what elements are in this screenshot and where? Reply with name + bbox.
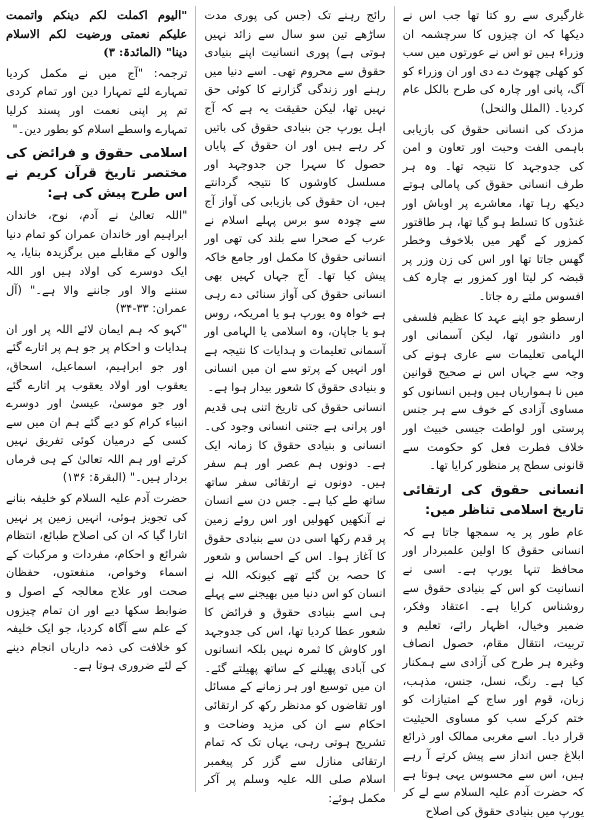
paragraph: ترجمہ: "آج میں نے مکمل کردیا تمہارے لئے تمہارا دین اور تمام کردی تم پر اپنی نعمت اور پسند کرلیا تمہارے واسطے اسلام کو بطور دین۔" bbox=[6, 65, 188, 136]
quran-verse: "الیوم اکملت لکم دینکم واتممت علیکم نعمتی ورضیت لکم الاسلام دینا" (المائدۃ: ۳) bbox=[6, 8, 188, 60]
paragraph: عام طور پر یہ سمجھا جاتا ہے کہ انسانی حقوق کا اولین علمبردار اور محافظ تنہا یورپ ہے۔ اسی نے انسانیت کو اس کے بنیادی حقوق سے روشناس کرایا ہے۔ اعتقاد وفکر، ضمیر وخیال، اظہار رائے، تعلیم و تربیت، انتقال مقام، حصول انصاف وغیرہ ہر طرح کی آزادی سے ہمکنار کیا ہے۔ رنگ، نسل، جنس، مذہب، زبان، قوم اور ساج کے امتیازات کو ختم کرکے سب کو مساوی الحیثیت قرار دیا۔ اسے مغربی ممالک اور ذرائع ابلاغ جس انداز سے پیش کرتے آ رہے ہیں، اس سے محسوس یہی ہوتا ہے کہ حضرت آدم علیہ السلام سے لے کر یورپ میں بنیادی حقوق کی اصلاح bbox=[402, 524, 584, 818]
section-heading: انسانی حقوق کی ارتقائی تاریخ اسلامی تناظر میں: bbox=[402, 482, 584, 518]
paragraph: غارگیری سے رو کتا تھا جب اس نے دیکھا کہ ان چیزوں کا سرچشمہ ان وزراء ہیں تو اس نے عورتوں میں سب کو کھلی چھوٹ دے دی اور ان وزراء کو آگ، پانی اور چارہ کی طرح بالکل عام کردیا۔ (الملل والنحل) bbox=[402, 8, 584, 115]
paragraph: انسانی حقوق کی تاریخ اتنی ہی قدیم اور پرانی ہے جتنی انسانی وجود کی۔ انسانی و بنیادی حقوق کا زمانہ ایک ہے۔ دونوں ہم عصر اور ہم سفر ہیں۔ دونوں نے ارتقائی سفر ساتھ ساتھ طے کیا ہے۔ جس دن سے انسان نے آنکھیں کھولیں اور اس روئے زمین پر قدم رکھا اسی دن سے بنیادی حقوق کا آغاز ہوا۔ اس کے احساس و شعور کا حصہ بن گئے تھے کیونکہ اللہ نے انسان کو اس دنیا میں بھیجنے سے پہلے ہی اسے بنیادی حقوق و فرائض کا شعور عطا کردیا تھا، اس کی جدوجہد اور کاوش کا ثمرہ نہیں بلکہ انسانوں کی آبادی پھیلنے کے ساتھ پھیلتے گئے۔ ان میں توسیع اور ہر زمانے کے مسائل اور تقاضوں کو مدنظر رکھ کر ارتقائی احکام سے ان کی مزید وضاحت و تشریح ہوتی رہی، یہاں تک کہ تمام ارتقائی منازل سے گزر کر پیغمبر اسلام صلی اللہ علیہ وسلم پر آکر مکمل ہوئے: bbox=[204, 400, 386, 805]
text-column-right bbox=[402, 6, 584, 818]
text-column-left bbox=[6, 6, 187, 792]
paragraph: "اللہ تعالیٰ نے آدم، نوح، خاندان ابراہیم اور خاندان عمران کو تمام دنیا والوں کے مقابلے میں برگزیدہ بنایا، یہ ایک دوسرے کی اولاد ہیں اور اللہ سننے والا اور جاننے والا ہے۔" (آل عمران: ۳۳-۳۴) bbox=[6, 208, 188, 316]
text-column-middle bbox=[204, 6, 386, 805]
paragraph: حضرت آدم علیہ السلام کو خلیفہ بنانے کی تجویز ہوئی، انہیں زمین پر نہیں اتارا گیا کہ ان کی اصلاح طبائع، انتظام شرائع و احکام، مفردات و مرکبات کے اسماء وخواص، منفعتوں، حفظان صحت اور علاج معالجہ کے اصول و ضوابط سکھا دیے اور ان تمام چیزوں کے علم سے آگاہ کردیا، جو ایک خلیفہ کو خلافت کی ذمہ داریاں انجام دینے کے لئے ضروری ہوتا ہے۔ bbox=[6, 491, 188, 673]
column-divider bbox=[195, 6, 196, 792]
paragraph: "کہو کہ ہم ایمان لائے اللہ پر اور ان ہدایات و احکام پر جو ہم پر اتارے گئے اور جو ابراہیم، اسماعیل، اسحاق، یعقوب اور اولاد یعقوب پر اتارے گئے اور جو موسیٰ، عیسیٰ اور دوسرے انبیاء کرام کو دیے گئے ہم ان میں سے کسی کے درمیان کوئی تفریق نہیں کرتے اور ہم اللہ تعالیٰ کے ہی فرماں بردار ہیں۔" (البقرۃ: ۱۳۶) bbox=[6, 321, 188, 485]
paragraph: مزدک کی انسانی حقوق کی بازیابی باہمی الفت وحبت اور تعاون و امن کی جدوجہد کا نتیجہ تھا۔ وہ ہر طرف انسانی حقوق کی پامالی ہوتے دیکھ رہا تھا، معاشرے پر اوباش اور غنڈوں کا تسلط ہو گیا تھا، ہر طاقتور کمزور کے گھر میں بلاخوف وخطر گھس جاتا تھا اور اس کی زن وزر پر قبضہ کر لیتا اور کمزور بے چارہ کف افسوس ملتے رہ جاتا۔ bbox=[402, 121, 584, 303]
section-heading: اسلامی حقوق و فرائض کی مختصر تاریخ قرآن کریم نے اس طرح پیش کی ہے: bbox=[6, 146, 188, 202]
column-divider bbox=[394, 6, 395, 792]
paragraph: ارسطو جو اپنے عہد کا عظیم فلسفی اور دانشور تھا، لیکن آسمانی اور الہامی تعلیمات سے عاری ہونے کی وجہ سے جہاں اس نے صحیح قوانین میں نا ہمواریاں ہیں وہیں انسانوں کو مساوی آزادی کے خوف سے ہر جنس پرستی اور لواطت جیسی خبیث اور خلاف فطرت فعل کو حکومت سے قانونی سطح پر منظور کرایا تھا۔ bbox=[402, 309, 584, 473]
paragraph: رائج رہنے تک (جس کی پوری مدت ساڑھے تین سو سال سے زائد نہیں ہوتی ہے) پوری انسانیت اپنے بنیادی حقوق سے محروم تھی۔ اسے دنیا میں رہنے اور زندگی گزارنے کا کوئی حق نہیں تھا، لیکن حقیقت یہ ہے کہ آج اہل یورپ جن بنیادی حقوق کی باتیں کر رہے ہیں اور ان حقوق کے پایاں حصول کا سہرا جن جدوجہد اور مسلسل کاوشوں کا نتیجہ گردانتے ہیں، ان حقوق کی بازیابی کی آواز آج سے چودہ سو برس پہلے اسلام نے عرب کے صحرا سے بلند کی تھی اور انسانی حقوق کا مکمل اور جامع خاکہ پیش کیا تھا۔ آج جہاں کہیں بھی انسانی حقوق کی آواز سنائی دے رہی ہے خواہ وہ یورپ ہو یا امریکہ، روس ہو یا جاپان، وہ اسلامی یا الہامی اور آسمانی تعلیمات و ہدایات کا نتیجہ ہے اور انہیں کے پرتو سے ان میں انسانی و بنیادی حقوق کا شعور بیدار ہوا ہے۔ bbox=[204, 8, 386, 394]
